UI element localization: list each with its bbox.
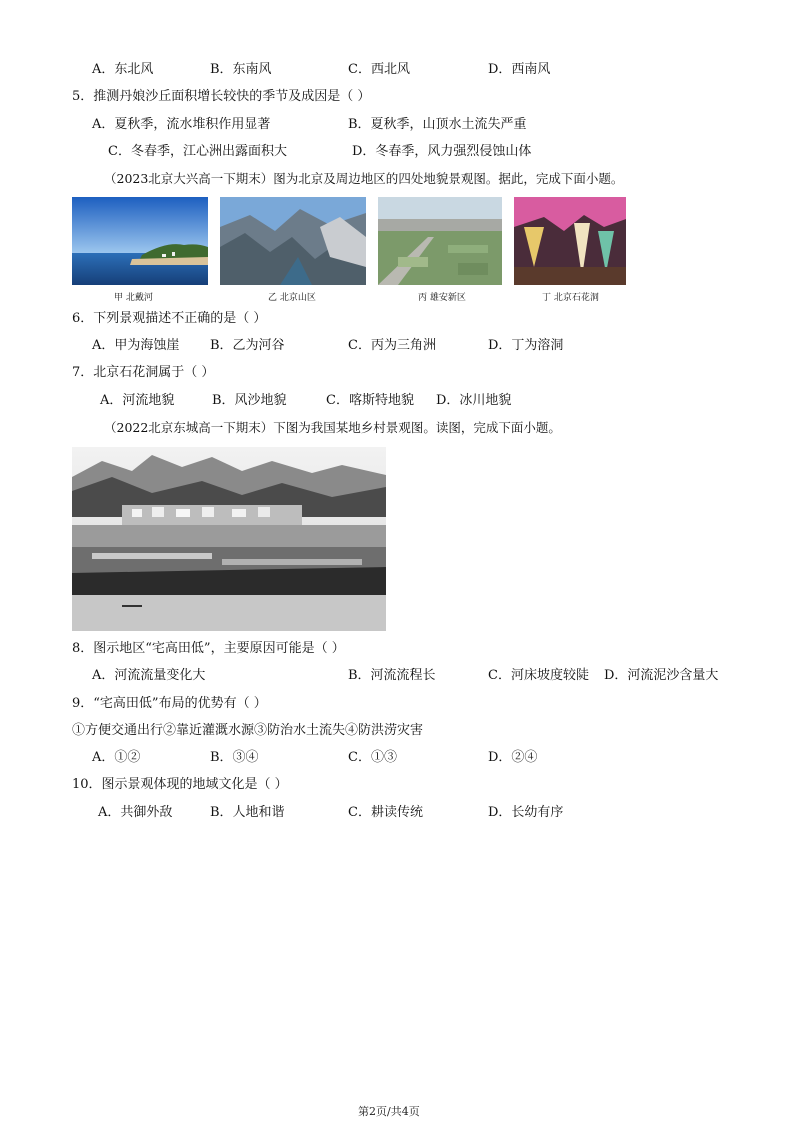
q5-option-d: D．冬春季，风力强烈侵蚀山体 <box>352 144 532 159</box>
q6-option-a: A．甲为海蚀崖 <box>92 338 180 353</box>
photo-xiongan <box>378 197 502 285</box>
q4-option-d: D．西南风 <box>488 62 551 77</box>
photo-village-landscape <box>72 447 386 631</box>
q8-option-b: B．河流流程长 <box>348 668 436 683</box>
q6-option-c: C．丙为三角洲 <box>348 338 436 353</box>
q4-option-a: A．东北风 <box>92 62 154 77</box>
q7-option-b: B．风沙地貌 <box>212 393 287 408</box>
caption-ding: 丁 北京石花洞 <box>542 293 599 303</box>
q6-option-d: D．丁为溶洞 <box>488 338 564 353</box>
q6-stem: 6．下列景观描述不正确的是（ ） <box>72 311 267 326</box>
caption-jia: 甲 北戴河 <box>114 293 153 303</box>
q7-option-d: D．冰川地貌 <box>436 393 512 408</box>
q5-stem: 5．推测丹娘沙丘面积增长较快的季节及成因是（ ） <box>72 89 371 104</box>
q9-items: ①方便交通出行②靠近灌溉水源③防治水土流失④防洪涝灾害 <box>72 723 424 738</box>
q5-option-a: A．夏秋季，流水堆积作用显著 <box>92 117 271 132</box>
q4-option-b: B．东南风 <box>210 62 272 77</box>
q9-option-d: D．②④ <box>488 750 538 765</box>
q8-option-c: C．河床坡度较陡 <box>488 668 589 683</box>
q10-option-b: B．人地和谐 <box>210 805 285 820</box>
q10-option-d: D．长幼有序 <box>488 805 564 820</box>
q8-stem: 8．图示地区“宅高田低”，主要原因可能是（ ） <box>72 641 345 656</box>
q4-option-c: C．西北风 <box>348 62 410 77</box>
q9-option-a: A．①② <box>92 750 141 765</box>
intro-daxing: （2023北京大兴高一下期末）图为北京及周边地区的四处地貌景观图。据此，完成下面小题。 <box>104 171 624 186</box>
q10-option-a: A．共御外敌 <box>98 805 173 820</box>
q10-option-c: C．耕读传统 <box>348 805 423 820</box>
photo-shihuadong <box>514 197 626 285</box>
q5-option-b: B．夏秋季，山顶水土流失严重 <box>348 117 527 132</box>
caption-yi: 乙 北京山区 <box>268 293 316 303</box>
q9-option-c: C．①③ <box>348 750 397 765</box>
q9-stem: 9．“宅高田低”布局的优势有（ ） <box>72 696 267 711</box>
q8-option-d: D．河流泥沙含量大 <box>604 668 719 683</box>
page-number: 第2页/共4页 <box>358 1105 420 1118</box>
caption-bing: 丙 雄安新区 <box>418 293 466 303</box>
q7-stem: 7．北京石花洞属于（ ） <box>72 365 215 380</box>
photo-beijing-mountains <box>220 197 366 285</box>
intro-dongcheng: （2022北京东城高一下期末）下图为我国某地乡村景观图。读图，完成下面小题。 <box>104 420 561 435</box>
q8-option-a: A．河流流量变化大 <box>92 668 206 683</box>
q10-stem: 10．图示景观体现的地域文化是（ ） <box>72 777 288 792</box>
q7-option-c: C．喀斯特地貌 <box>326 393 414 408</box>
q6-option-b: B．乙为河谷 <box>210 338 285 353</box>
q9-option-b: B．③④ <box>210 750 259 765</box>
q5-option-c: C．冬春季，江心洲出露面积大 <box>108 144 287 159</box>
photo-beidaihe <box>72 197 208 285</box>
q7-option-a: A．河流地貌 <box>100 393 175 408</box>
